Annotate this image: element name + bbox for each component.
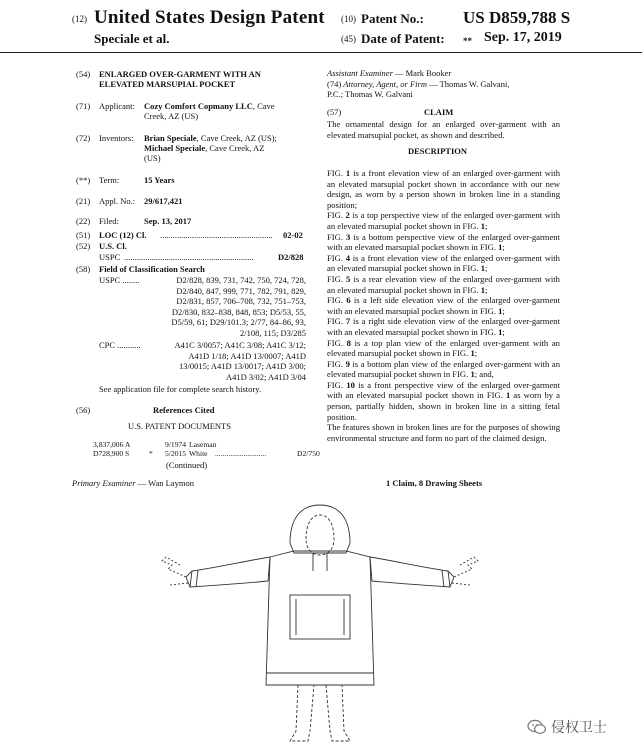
patent-number: US D859,788 S (463, 8, 571, 27)
ref-date: 9/1974 (165, 440, 187, 449)
filed-label: Filed: (99, 216, 119, 226)
watermark-text: 侵权卫士 (551, 720, 607, 736)
field-52-code: (52) (76, 241, 91, 251)
search-cpc-list (140, 340, 306, 382)
ref-flag: * (149, 449, 153, 459)
search-uspc-label: USPC ........ (99, 275, 140, 285)
inventor-2-line2: (US) (144, 153, 161, 163)
field-56-code: (56) (76, 405, 91, 415)
inventors-short: Speciale et al. (94, 31, 170, 46)
fig-description: FIG. 6 is a left side elevation view of the enlarged over-garment with an elevated marsupial pocket shown in FIG. 1; (327, 295, 560, 316)
field-51-code: (51) (76, 230, 91, 240)
fig-description: FIG. 10 is a front perspective view of the enlarged over-garment with an elevated marsupial pocket shown in FIG. 1 as worn by a person, partially hidden, shown in broken line in a sitting fetal position. (327, 379, 560, 422)
search-uspc-list (140, 275, 306, 339)
fig-description: FIG. 8 is a top plan view of the enlarged over-garment with an elevated marsupial pocket shown in FIG. 1; (327, 337, 560, 359)
search-uspc-line: D2/840, 847, 999, 771, 782, 791, 829, (176, 285, 306, 296)
fig-description: FIG. 7 is a right side elevation view of the enlarged over-garment with an elevated marsupial pocket shown in FIG. 1; (327, 316, 560, 337)
watermark (527, 717, 607, 737)
ref-dots: ........................... (215, 449, 267, 459)
field-58-code: (58) (76, 264, 91, 274)
face-outline (306, 515, 334, 555)
search-uspc-line: D5/59, 61; D29/101.3; 2/77, 84–86, 93, (171, 317, 306, 328)
term-value: 15 Years (144, 175, 175, 185)
fig-description: FIG. 9 is a bottom plan view of the enlarged over-garment with an elevated marsupial pocket shown in FIG. 1; and, (327, 358, 560, 380)
attorney-line2: P.C.; Thomas W. Galvani (327, 89, 413, 99)
primary-examiner: Primary Examiner — Wan Laymon (72, 478, 194, 488)
broken-lines-note: The features shown in broken lines are for the purposes of showing environmental structure and form no part of the claimed design. (327, 422, 560, 443)
drawstrings (313, 553, 327, 571)
field-22-code: (22) (76, 216, 91, 226)
fig-description: FIG. 3 is a bottom perspective view of the enlarged over-garment with an elevated marsupial pocket shown in FIG. 1; (327, 231, 560, 253)
document-title: United States Design Patent (94, 7, 325, 28)
field-71-code: (71) (76, 101, 91, 111)
uspc-value: D2/828 (278, 252, 304, 262)
fig-description: FIG. 5 is a rear elevation view of the enlarged over-garment with an elevated marsupial pocket shown in FIG. 1; (327, 273, 560, 295)
search-uspc-line: D2/830, 832–838, 848, 853; D5/53, 55, (171, 306, 306, 317)
right-hand (452, 557, 478, 585)
term-code: (**) (76, 175, 91, 185)
attorney-line1: (74) Attorney, Agent, or Firm — Thomas W. Galvani, (327, 79, 510, 89)
date-marker: ** (463, 36, 472, 46)
date-label: Date of Patent: (361, 31, 445, 46)
inventor-2: Michael Speciale, Cave Creek, AZ (144, 143, 265, 153)
search-uspc-line: 2/108, 115; D3/285 (239, 327, 306, 338)
applicant-label: Applicant: (99, 101, 135, 111)
ref-number: 3,837,006 A (93, 440, 131, 449)
left-hand (162, 557, 188, 585)
search-uspc-line: D2/831, 857, 706–708, 732, 751–753, (176, 296, 306, 307)
garment-body-outline (266, 551, 374, 685)
field-21-code: (21) (76, 196, 91, 206)
front-elevation-drawing (150, 495, 490, 750)
ref-class: D2/750 (297, 449, 320, 459)
us-patent-documents-heading: U.S. PATENT DOCUMENTS (128, 421, 231, 431)
uspc-label: USPC (99, 252, 121, 262)
claim-heading: CLAIM (424, 107, 454, 117)
applicant-line2: Creek, AZ (US) (144, 111, 199, 121)
uspc-dots: ............................................................. (124, 252, 254, 262)
claims-sheets-count: 1 Claim, 8 Drawing Sheets (386, 478, 483, 488)
fig-description: FIG. 4 is a front elevation view of the enlarged over-garment with an elevated marsupial pocket shown in FIG. 1; (327, 252, 560, 274)
description-body (327, 168, 560, 443)
invention-title-line1: ENLARGED OVER-GARMENT WITH AN (99, 69, 261, 79)
field-72-code: (72) (76, 133, 91, 143)
appl-no-label: Appl. No.: (99, 196, 136, 206)
search-cpc-label: CPC ........... (99, 340, 141, 350)
loc-label: LOC (12) Cl. (99, 230, 147, 240)
legs (290, 685, 350, 741)
patent-no-label: Patent No.: (361, 11, 424, 26)
loc-dots: ..................................................... (160, 230, 273, 240)
ref-number: D728,900 S (93, 449, 130, 459)
continued-label: (Continued) (166, 460, 208, 470)
right-sleeve-outline (370, 557, 454, 587)
right-cuff (442, 570, 450, 587)
search-cpc-line: A41D 3/02; A41D 3/04 (225, 371, 306, 382)
left-cuff (190, 570, 198, 587)
term-label: Term: (99, 175, 120, 185)
search-cpc-line: 13/0015; A41D 13/0017; A41D 3/00; (178, 361, 306, 372)
applicant-line1: Cozy Comfort Copmany LLC, Cave (144, 101, 275, 111)
pocket-inner-line (296, 599, 344, 635)
header-rule (0, 52, 642, 53)
left-sleeve-outline (186, 557, 270, 587)
classification-search-label: Field of Classification Search (99, 264, 205, 274)
search-cpc-line: A41D 1/18; A41D 13/0007; A41D (188, 350, 306, 361)
ref-date: 5/2015 (165, 449, 187, 459)
marsupial-pocket (290, 595, 350, 639)
invention-title-line2: ELEVATED MARSUPIAL POCKET (99, 79, 236, 89)
patent-date: Sep. 17, 2019 (484, 30, 562, 45)
appl-no-value: 29/617,421 (144, 196, 183, 206)
search-cpc-line: A41C 3/0057; A41C 3/08; A41C 3/12; (174, 340, 306, 350)
ref-name: White (189, 449, 208, 459)
ref-flag (149, 440, 165, 449)
filed-value: Sep. 13, 2017 (144, 216, 192, 226)
code-45: (45) (341, 34, 356, 44)
inventors-label: Inventors: (99, 133, 134, 143)
ref-name: Laseman (189, 440, 217, 449)
reference-row (93, 440, 320, 449)
us-cl-label: U.S. Cl. (99, 241, 127, 251)
field-57-code: (57) (327, 107, 342, 117)
hood-outline (290, 505, 350, 553)
fig-description: FIG. 1 is a front elevation view of an enlarged over-garment with an elevated marsupial pocket shown in accordance with our new design, as worn by a person shown in broken line in a standing position; (327, 168, 560, 210)
search-history-note: See application file for complete search history. (99, 384, 262, 394)
search-uspc-line: D2/828, 839, 731, 742, 750, 724, 728, (176, 275, 306, 285)
loc-value: 02-02 (283, 230, 303, 240)
fig-description: FIG. 2 is a top perspective view of the enlarged over-garment with an elevated marsupial pocket shown in FIG. 1; (327, 210, 560, 231)
wechat-icon (527, 718, 547, 736)
code-12: (12) (72, 14, 87, 24)
claim-text: The ornamental design for an enlarged over-garment with an elevated marsupial pocket, as shown and described. (327, 119, 560, 140)
code-10: (10) (341, 14, 356, 24)
field-54-code: (54) (76, 69, 91, 79)
references-cited-label: References Cited (153, 405, 215, 415)
inventor-1: Brian Speciale, Cave Creek, AZ (US); (144, 133, 277, 143)
assistant-examiner: Assistant Examiner — Mark Booker (327, 68, 452, 78)
references-table (93, 440, 320, 459)
reference-row (93, 449, 320, 458)
description-heading: DESCRIPTION (408, 146, 468, 156)
